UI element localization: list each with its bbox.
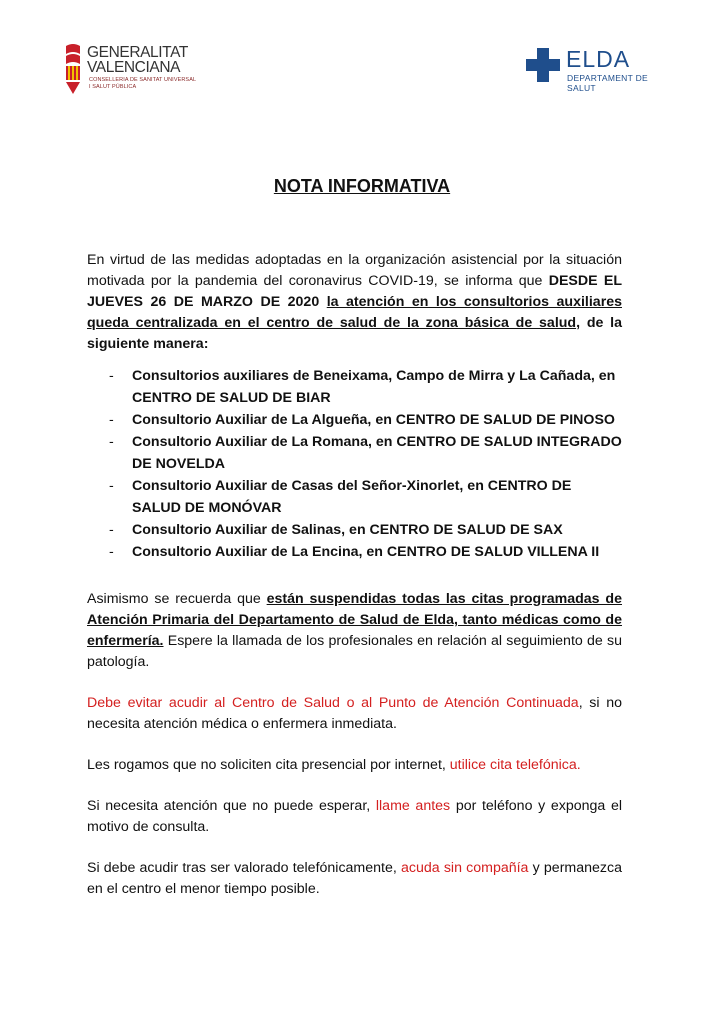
list-item-text: Consultorio Auxiliar de La Encina, en CENTRO DE SALUD VILLENA II <box>132 544 600 560</box>
intro-space <box>319 294 327 310</box>
list-item <box>87 365 622 409</box>
bullet: - <box>109 368 114 384</box>
phone-paragraph <box>87 755 622 776</box>
suspended-pre: Asimismo se recuerda que <box>87 591 267 607</box>
elda-department-logo <box>526 46 666 93</box>
gv-emblem-icon <box>62 44 84 96</box>
list-item-text: Consultorios auxiliares de Beneixama, Campo de Mirra y La Cañada, en CENTRO DE SALUD DE BIAR <box>132 368 616 406</box>
page-title: NOTA INFORMATIVA <box>273 176 451 196</box>
centers-list <box>87 365 622 563</box>
suspended-paragraph <box>87 589 622 673</box>
suspended-bold: están suspendidas todas las citas programadas de Atención Primaria del Departamento de Salud de Elda, tanto médicas como de enfermería. <box>87 591 622 649</box>
visit-paragraph <box>87 858 622 900</box>
intro-date: DESDE EL JUEVES 26 DE MARZO DE 2020 <box>87 273 622 310</box>
phone-pre: Les rogamos que no soliciten cita presencial por internet, <box>87 757 450 773</box>
urgent-post: por teléfono y exponga el motivo de consulta. <box>87 798 623 835</box>
urgent-warning: llame antes <box>375 798 451 814</box>
list-item <box>87 475 622 519</box>
visit-post: y permanezca en el centro el menor tiempo posible. <box>87 860 622 897</box>
list-item-text: Consultorio Auxiliar de Salinas, en CENTRO DE SALUD DE SAX <box>132 522 563 538</box>
intro-ending: , de la siguiente manera: <box>87 315 622 352</box>
bullet: - <box>109 434 114 450</box>
visit-pre: Si debe acudir tras ser valorado telefónicamente, <box>87 860 401 876</box>
list-item <box>87 519 622 541</box>
intro-text: En virtud de las medidas adoptadas en la organización asistencial por la situación motivada por la pandemia del coronavirus COVID-19, se informa que <box>87 252 622 289</box>
avoid-rest: , si no necesita atención médica o enfermera inmediata. <box>87 695 622 732</box>
urgent-pre: Si necesita atención que no puede esperar, <box>87 798 376 814</box>
bullet: - <box>109 478 114 494</box>
urgent-paragraph <box>87 796 622 838</box>
gv-name <box>87 45 188 75</box>
list-item <box>87 409 622 431</box>
list-item-text: Consultorio Auxiliar de Casas del Señor-Xinorlet, en CENTRO DE SALUD DE MONÓVAR <box>132 478 572 516</box>
visit-warning: acuda sin compañía <box>400 860 529 876</box>
list-item <box>87 541 622 563</box>
bullet: - <box>109 522 114 538</box>
elda-dept: DEPARTAMENT DE SALUT <box>567 73 649 93</box>
intro-paragraph <box>87 250 622 355</box>
avoid-warning: Debe evitar acudir al Centro de Salud o al Punto de Atención Continuada <box>87 695 579 711</box>
intro-centralized: la atención en los consultorios auxiliares queda centralizada en el centro de salud de la zona básica de salud <box>87 294 622 331</box>
phone-warning: utilice cita telefónica. <box>449 757 581 773</box>
document-body <box>87 250 622 900</box>
list-item <box>87 431 622 475</box>
gv-name-line1: GENERALITAT <box>87 44 188 61</box>
gv-sub-line2: I SALUT PÚBLICA <box>89 83 137 90</box>
elda-name: ELDA <box>566 46 631 72</box>
list-item-text: Consultorio Auxiliar de La Romana, en CENTRO DE SALUD INTEGRADO DE NOVELDA <box>132 434 622 472</box>
avoid-paragraph <box>87 693 622 735</box>
list-item-text: Consultorio Auxiliar de La Algueña, en CENTRO DE SALUD DE PINOSO <box>132 412 615 428</box>
health-cross-icon <box>526 48 560 82</box>
bullet: - <box>109 544 114 560</box>
bullet: - <box>109 412 114 428</box>
suspended-post: Espere la llamada de los profesionales en relación al seguimiento de su patología. <box>87 633 622 670</box>
gv-sub-line1: CONSELLERIA DE SANITAT UNIVERSAL <box>89 77 197 83</box>
generalitat-valenciana-logo <box>62 44 212 114</box>
gv-subtitle <box>89 77 196 90</box>
gv-name-line2: VALENCIANA <box>87 59 181 76</box>
